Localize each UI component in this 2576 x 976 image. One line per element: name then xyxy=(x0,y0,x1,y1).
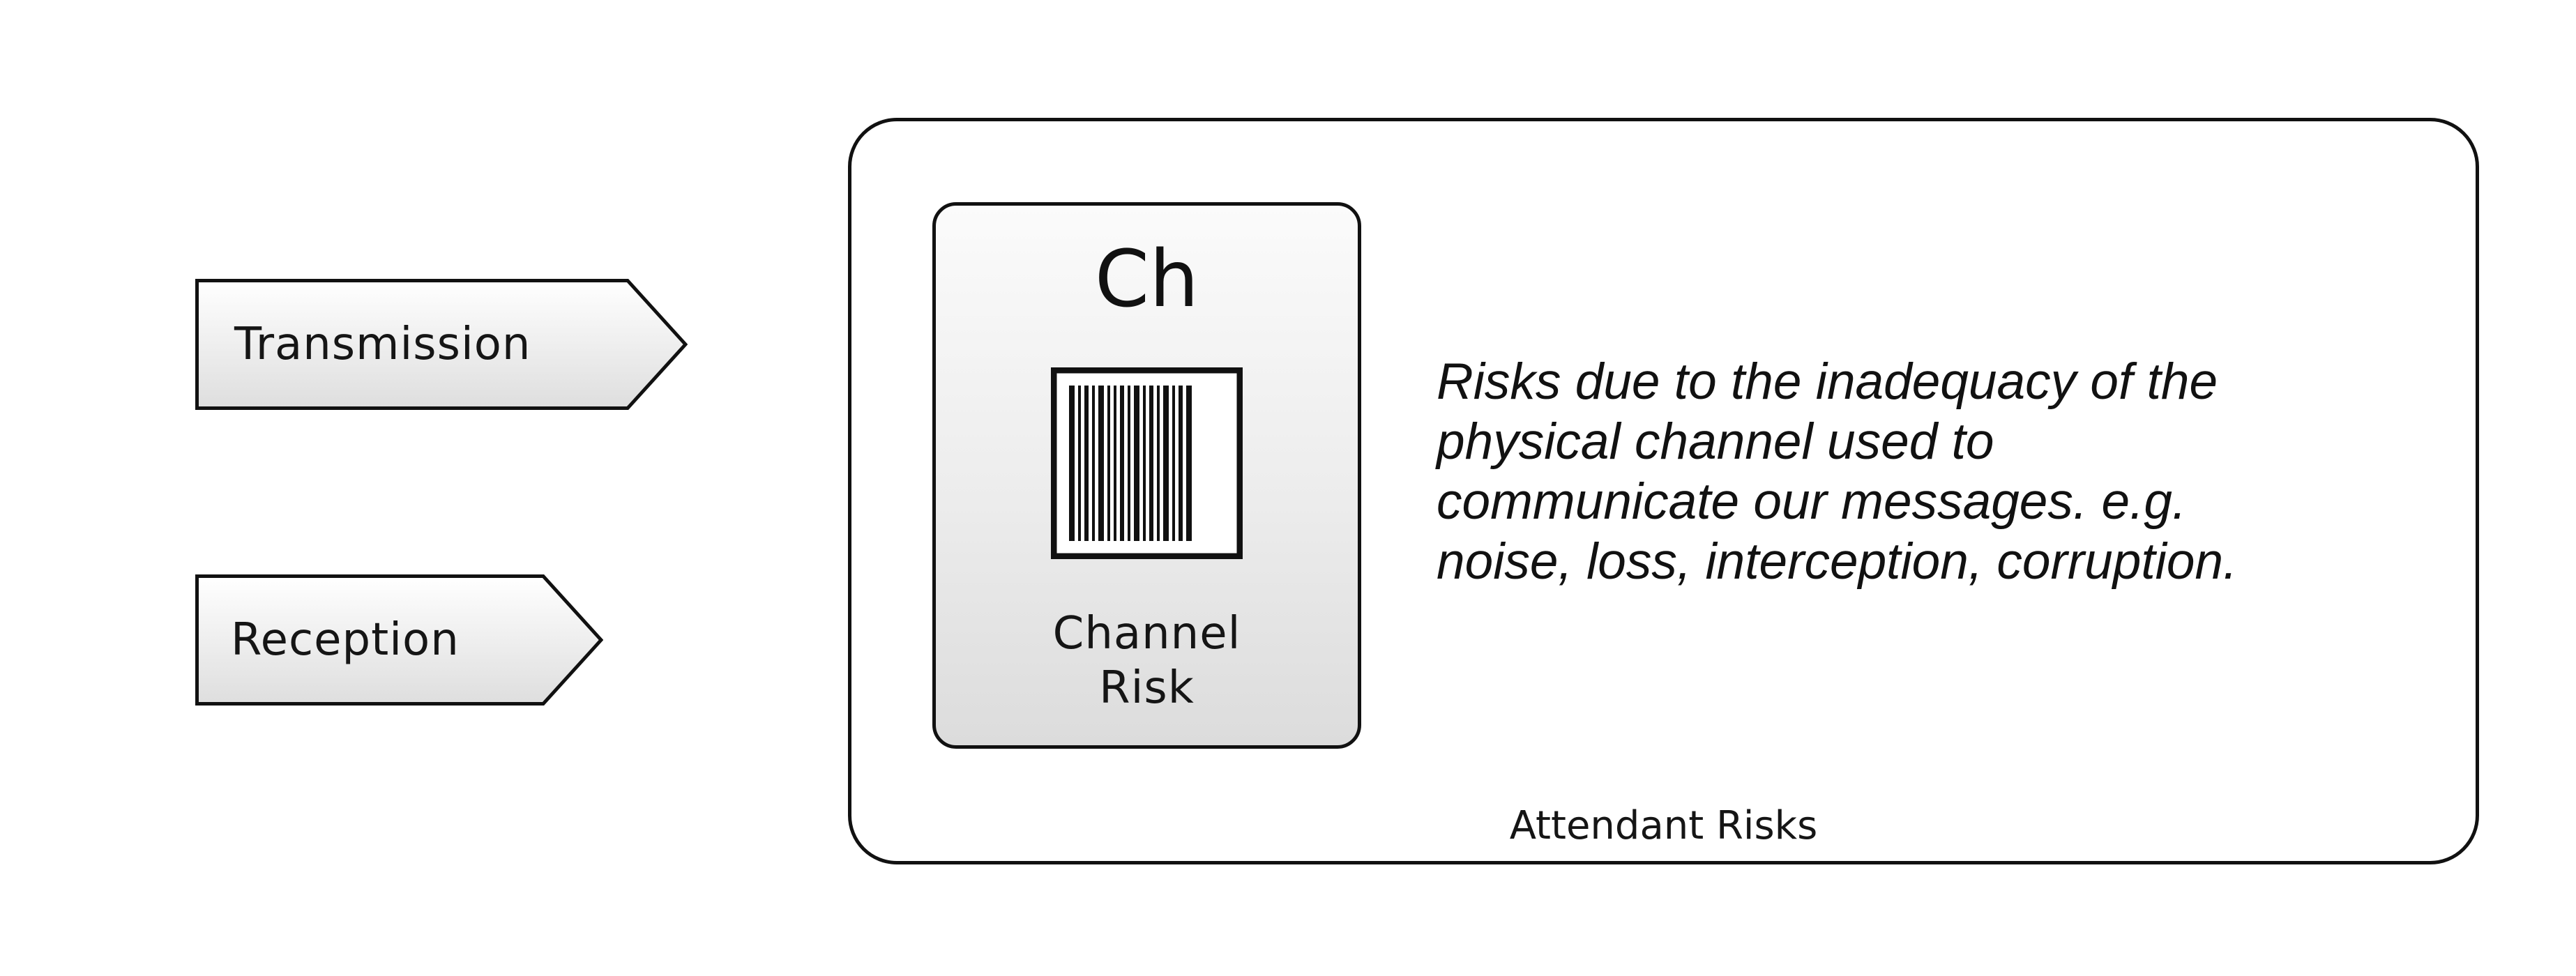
barcode-bar xyxy=(1128,386,1130,541)
attendant-risks-label: Attendant Risks xyxy=(1509,803,1818,848)
barcode-icon xyxy=(1051,367,1243,559)
description-line: communicate our messages. e.g. xyxy=(1437,473,2187,530)
risk-name-line: Channel xyxy=(1052,608,1241,659)
barcode-bar xyxy=(1186,386,1192,541)
barcode-bar xyxy=(1179,386,1183,541)
risk-name xyxy=(936,607,1358,715)
barcode-bar xyxy=(1157,386,1160,541)
barcode-bar xyxy=(1114,386,1116,541)
risk-code: Ch xyxy=(1094,234,1199,325)
description-line: Risks due to the inadequacy of the xyxy=(1437,353,2218,410)
risk-description xyxy=(1437,352,2413,592)
barcode-bar xyxy=(1107,386,1110,541)
barcode-bar xyxy=(1143,386,1146,541)
barcode-bar xyxy=(1134,386,1139,541)
barcode-bars xyxy=(1069,386,1192,541)
risk-name-line: Risk xyxy=(1099,662,1195,714)
barcode-bar xyxy=(1149,386,1153,541)
reception-arrow xyxy=(195,574,603,706)
barcode-bar xyxy=(1120,386,1124,541)
barcode-bar xyxy=(1084,386,1089,541)
barcode-bar xyxy=(1078,386,1081,541)
barcode-bar xyxy=(1069,386,1075,541)
reception-label: Reception xyxy=(231,614,460,666)
barcode-bar xyxy=(1098,386,1104,541)
channel-risk-card xyxy=(932,202,1361,749)
description-line: noise, loss, interception, corruption. xyxy=(1437,533,2238,590)
barcode-bar xyxy=(1092,386,1095,541)
transmission-label: Transmission xyxy=(234,319,531,370)
barcode-bar xyxy=(1172,386,1175,541)
barcode-bar xyxy=(1163,386,1169,541)
transmission-arrow xyxy=(195,279,688,410)
description-line: physical channel used to xyxy=(1437,413,1994,470)
